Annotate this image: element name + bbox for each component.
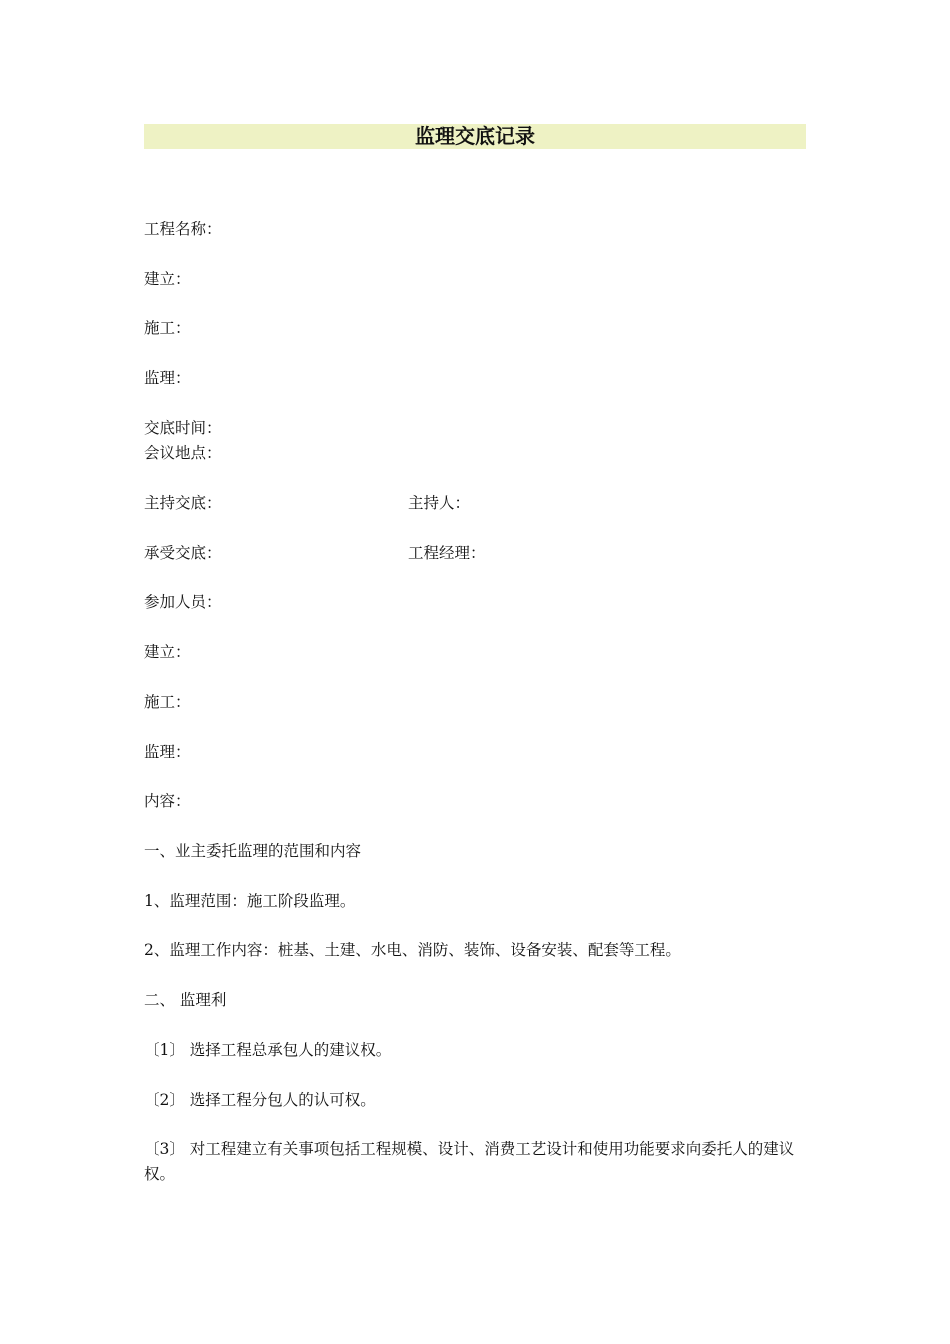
section2-title: 二、 监理利 bbox=[144, 991, 227, 1009]
supervision-label: 监理： bbox=[144, 369, 191, 387]
project-manager-label: 工程经理： bbox=[408, 544, 486, 562]
participants-owner-label: 建立： bbox=[144, 643, 191, 661]
participants-label: 参加人员： bbox=[144, 593, 222, 611]
time-label: 交底时间： bbox=[144, 419, 222, 437]
right-item-2: 〔2〕 选择工程分包人的认可权。 bbox=[144, 1091, 376, 1109]
owner-label: 建立： bbox=[144, 270, 191, 288]
participants-supervision-label: 监理： bbox=[144, 743, 191, 761]
work-content-item: 2、监理工作内容：桩基、土建、水电、消防、装饰、设备安装、配套等工程。 bbox=[144, 941, 681, 959]
project-name-label: 工程名称： bbox=[144, 220, 222, 238]
section1-title: 一、业主委托监理的范围和内容 bbox=[144, 842, 362, 860]
host-party-label: 主持交底： bbox=[144, 494, 222, 512]
place-label: 会议地点： bbox=[144, 444, 222, 462]
content-label: 内容： bbox=[144, 792, 191, 810]
participants-construction-label: 施工： bbox=[144, 693, 191, 711]
host-person-label: 主持人： bbox=[408, 494, 471, 512]
scope-item: 1、监理范围：施工阶段监理。 bbox=[144, 892, 356, 910]
receiver-party-label: 承受交底： bbox=[144, 544, 222, 562]
construction-label: 施工： bbox=[144, 319, 191, 337]
right-item-1: 〔1〕 选择工程总承包人的建议权。 bbox=[144, 1041, 392, 1059]
document-title: 监理交底记录 bbox=[415, 124, 535, 148]
right-item-3: 〔3〕 对工程建立有关事项包括工程规模、设计、消费工艺设计和使用功能要求向委托人的建议权。 bbox=[144, 1140, 795, 1183]
